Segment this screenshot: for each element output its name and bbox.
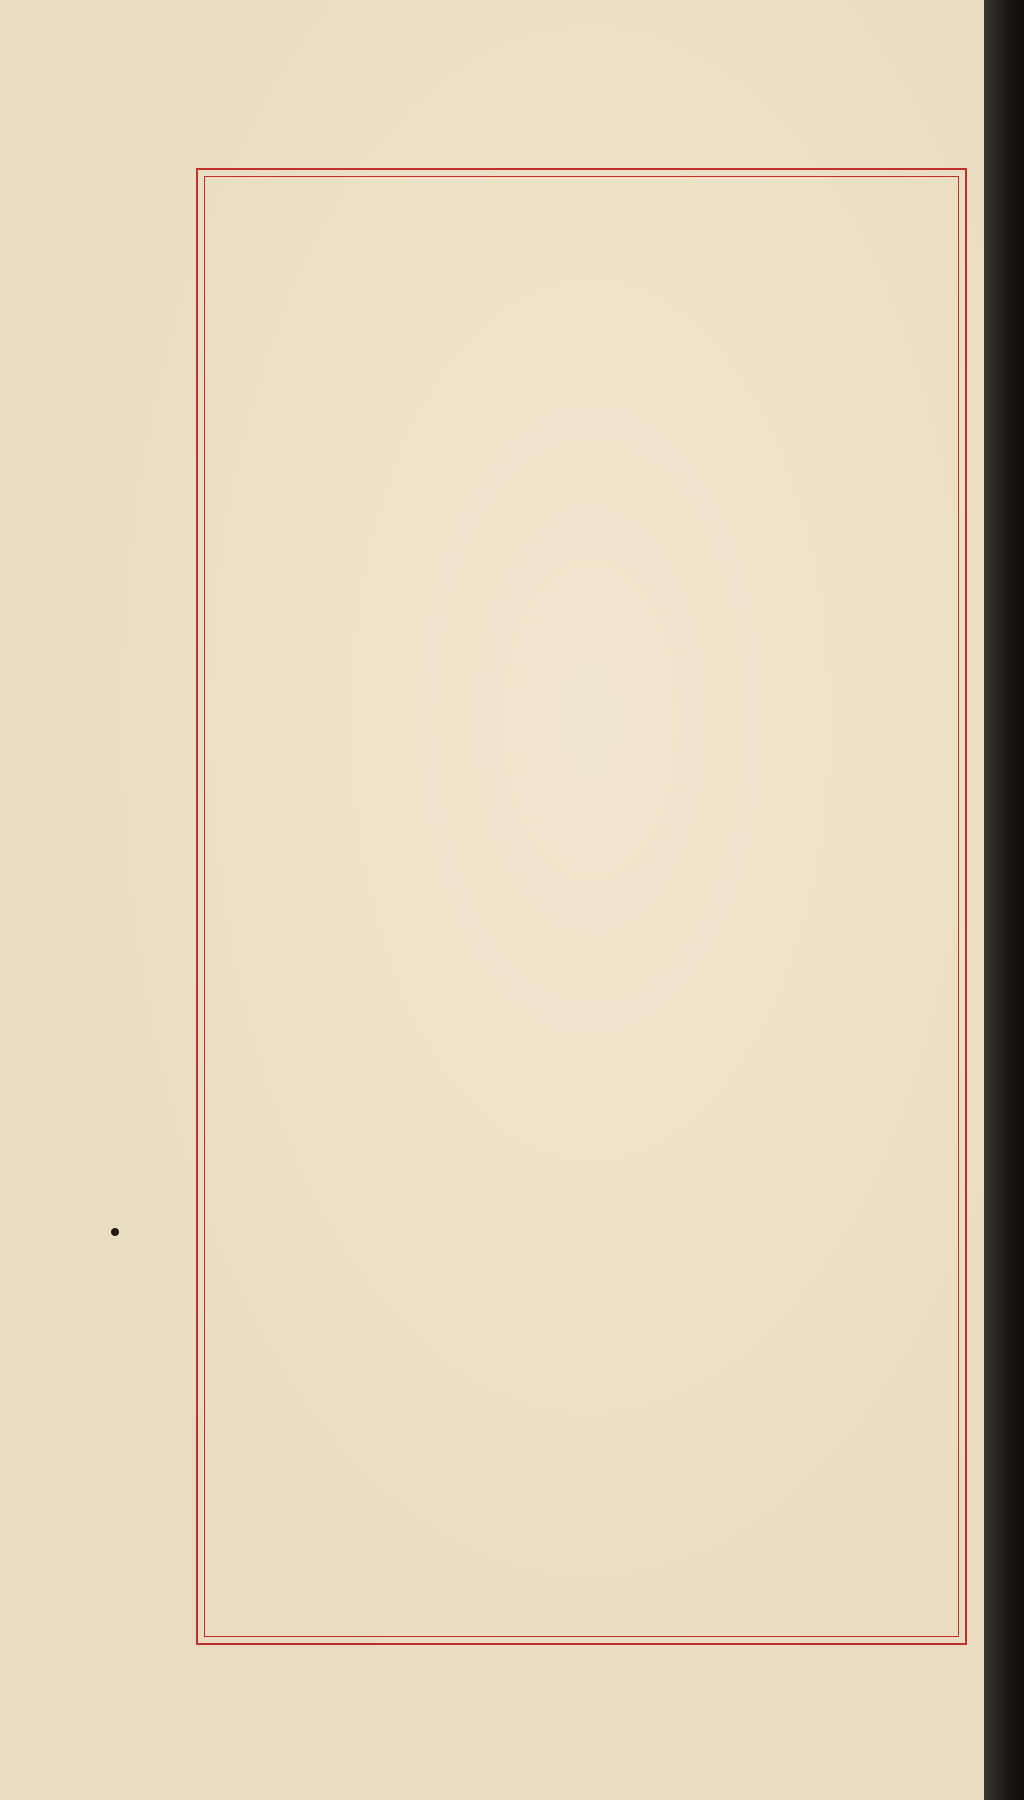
main-text-block [212, 184, 952, 1629]
margin-dot [111, 1228, 119, 1236]
book-edge [984, 0, 1024, 1800]
